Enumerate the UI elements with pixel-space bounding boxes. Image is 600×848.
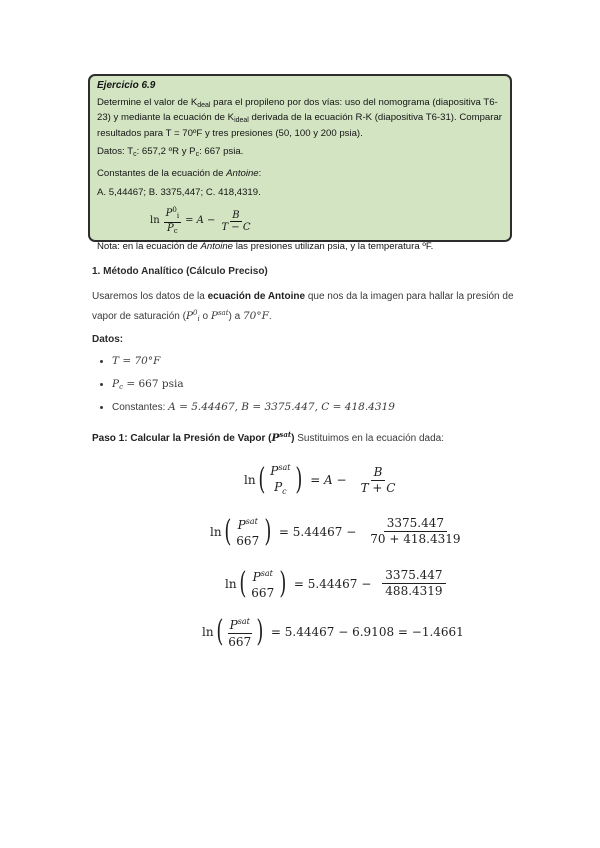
intro-text: . — [268, 311, 272, 322]
antoine-word: Antoine — [226, 167, 259, 179]
sub: c — [282, 487, 287, 496]
sup: sat — [279, 430, 292, 439]
rhs-numerator: B — [371, 465, 386, 481]
psat-over-pc — [268, 460, 292, 500]
right-paren: ) — [264, 513, 272, 549]
step-text: ) — [291, 433, 295, 444]
datos-list — [92, 352, 395, 421]
step-psat — [271, 430, 295, 444]
step-heading — [92, 430, 444, 444]
antoine-word: Antoine — [200, 241, 234, 253]
data-part: : 667 psia. — [199, 146, 244, 158]
constants-heading — [97, 168, 503, 181]
exercise-note — [97, 241, 503, 254]
ln-symbol: ln — [225, 576, 237, 591]
list-item — [112, 352, 395, 375]
statement-part: derivada de la ecuación R-K (diapositiva T6-31). Comparar resultados para T = 70ºF y tres presiones (50, 100 y 200 psia). — [97, 112, 502, 139]
list-item — [112, 375, 395, 398]
denominator: 667 — [228, 635, 252, 649]
bullet-math: A = 5.44467, B = 3375.447, C = 418.4319 — [168, 401, 395, 413]
intro-text: ) a — [228, 311, 243, 322]
ln-symbol: ln — [244, 473, 256, 487]
p-symbol: P — [112, 378, 120, 390]
intro-text: Usaremos los datos de la — [92, 291, 208, 302]
p-symbol: P — [237, 518, 246, 532]
data-part: : 657,2 ºR y P — [136, 146, 196, 158]
data-part: Datos: T — [97, 146, 134, 158]
equation-rhs: = 5.44467 − — [293, 576, 372, 591]
right-paren: ) — [295, 462, 303, 497]
intro-text: que nos da la imagen para hallar la presión de vapor de saturación ( — [92, 291, 514, 322]
statement-subscript: deal — [197, 101, 211, 109]
rhs-fraction — [358, 465, 399, 496]
antoine-equation — [150, 205, 503, 237]
statement-part: para el propileno por dos vías: uso del nomograma (diapositiva T6-23) y mediante la ecuación de K — [97, 96, 498, 124]
p-symbol: P — [167, 223, 174, 235]
ln-symbol: ln — [202, 625, 214, 639]
rhs-denominator: T − C — [221, 221, 251, 233]
sup: sat — [278, 463, 291, 472]
intro-psat — [211, 310, 229, 322]
constants-values: A. 5,44467; B. 3375,447; C. 418,4319. — [97, 186, 261, 198]
left-paren: ( — [223, 513, 231, 549]
denominator — [272, 479, 289, 500]
p-symbol: P — [252, 570, 261, 584]
rhs-fraction — [367, 516, 463, 547]
sup: sat — [245, 517, 258, 526]
p-symbol: P — [165, 208, 173, 220]
intro-temperature: 70°F — [243, 310, 269, 322]
statement-part: Determine el valor de K — [97, 96, 198, 108]
ln-symbol: ln — [210, 524, 222, 539]
list-item — [112, 398, 395, 421]
sup: 0 — [193, 309, 198, 317]
constants-text: : — [258, 167, 262, 179]
statement-subscript: ideal — [234, 117, 249, 125]
p-symbol: P — [274, 480, 283, 494]
constants-text: Constantes de la ecuación de — [97, 167, 227, 179]
denominator: 667 — [251, 586, 275, 600]
psat-over-667 — [226, 614, 253, 650]
sup: 0 — [172, 206, 177, 215]
sup: sat — [260, 569, 273, 578]
equation-result: = 5.44467 − 6.9108 = −1.4661 — [270, 625, 464, 639]
step-rest: Sustituimos en la ecuación dada: — [294, 433, 445, 444]
p-symbol: P — [271, 432, 280, 444]
rhs-denominator: 488.4319 — [385, 584, 443, 598]
bullet-math: T = 70°F — [112, 355, 161, 367]
sup: sat — [217, 309, 229, 317]
p-symbol: P — [229, 618, 238, 632]
bullet-math — [112, 378, 184, 390]
equation-rhs: = 5.44467 − — [278, 524, 357, 539]
intro-p0 — [186, 310, 200, 322]
exercise-statement — [97, 97, 503, 141]
equation-rhs: = A − — [310, 473, 347, 487]
pressure-ratio — [164, 205, 181, 237]
data-subscript: c — [133, 151, 137, 159]
denominator: 667 — [236, 534, 260, 548]
data-subscript: c — [195, 151, 200, 159]
left-paren: ( — [257, 462, 265, 497]
ln-symbol: ln — [150, 214, 160, 226]
bullet-text: Constantes: — [112, 402, 169, 413]
ratio-numerator — [164, 205, 181, 223]
step-bold — [92, 430, 295, 444]
intro-text: o — [199, 311, 211, 322]
sub: c — [173, 227, 178, 236]
exercise-title: Ejercicio 6.9 — [97, 80, 156, 91]
intro-bold: ecuación de Antoine — [207, 291, 306, 302]
intro-paragraph — [92, 288, 522, 328]
psat-over-667 — [249, 566, 276, 601]
right-paren: ) — [256, 614, 264, 649]
datos-heading: Datos: — [92, 334, 124, 345]
rhs-fraction — [382, 568, 445, 599]
rhs-fraction — [219, 210, 252, 233]
rhs-numerator: 3375.447 — [384, 516, 447, 532]
sub: c — [119, 383, 123, 391]
p-symbol: P — [185, 310, 194, 322]
equation-rhs: = A − — [185, 214, 216, 226]
equation-3 — [225, 566, 446, 601]
numerator — [268, 460, 292, 479]
p-symbol: P — [270, 464, 279, 478]
rhs-numerator: 3375.447 — [382, 568, 445, 584]
bullet-value: = 667 psia — [123, 378, 184, 390]
sub: i — [197, 315, 200, 323]
step-text: Paso 1: Calcular la Presión de Vapor ( — [92, 433, 272, 444]
psat-over-667 — [234, 514, 261, 549]
p-symbol: P — [210, 310, 218, 322]
ratio-denominator — [165, 223, 180, 237]
numerator — [236, 514, 260, 533]
numerator — [251, 566, 275, 585]
note-text: Nota: en la ecuación de — [97, 241, 201, 253]
equation-4 — [202, 614, 469, 650]
exercise-data — [97, 146, 503, 162]
rhs-denominator: 70 + 418.4319 — [370, 532, 461, 546]
note-text: las presiones utilizan psia, y la temperatura ºF. — [233, 241, 434, 253]
equation-1 — [244, 460, 398, 500]
exercise-box — [88, 74, 512, 253]
numerator — [228, 614, 252, 634]
rhs-denominator: T + C — [360, 480, 396, 495]
equation-2 — [210, 514, 464, 549]
sub: i — [176, 212, 180, 221]
left-paren: ( — [238, 565, 246, 601]
right-paren: ) — [279, 565, 287, 601]
rhs-numerator: B — [232, 209, 240, 221]
left-paren: ( — [215, 614, 223, 649]
section-heading: 1. Método Analítico (Cálculo Preciso) — [92, 266, 268, 277]
sup: sat — [237, 617, 250, 626]
